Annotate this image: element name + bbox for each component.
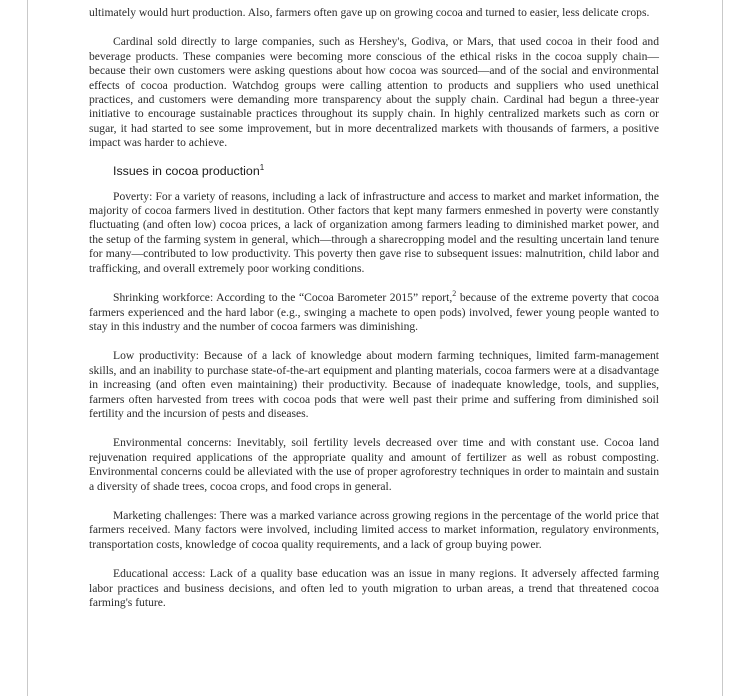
right-page-border (722, 0, 723, 696)
paragraph-continuation: ultimately would hurt production. Also, farmers often gave up on growing cocoa and turned to easier, less delicate crops. (89, 6, 650, 19)
section-heading (89, 163, 659, 179)
heading-footnote-marker: 1 (259, 162, 265, 172)
paragraph-marketing-challenges: Marketing challenges: There was a marked variance across growing regions in the percentage of the world price that farmers received. Many factors were involved, including limited access to market information, regulatory environments, transportation costs, knowledge of cocoa quality requirements, and a lack of group buying power. (89, 508, 659, 551)
report-footnote-marker: 2 (452, 289, 457, 299)
shrinking-workforce-text-a: Shrinking workforce: According to the “Cocoa Barometer 2015” report, (113, 291, 453, 305)
document-body (89, 6, 659, 610)
section-heading-text: Issues in cocoa production (113, 163, 260, 178)
paragraph-low-productivity: Low productivity: Because of a lack of knowledge about modern farming techniques, limited farm-management skills, and an inability to purchase state-of-the-art equipment and planting materials, cocoa farmers were at a disadvantage in increasing (and often even maintaining) their productivity. Because of inadequate knowledge, tools, and supplies, farmers often harvested from trees with cocoa pods that were well past their prime and suffering from diminished soil fertility and the incursion of pests and diseases. (89, 349, 659, 420)
paragraph-poverty: Poverty: For a variety of reasons, including a lack of infrastructure and access to market and market information, the majority of cocoa farmers lived in destitution. Other factors that kept many farmers enmeshed in poverty were constantly fluctuating (and often low) cocoa prices, a lack of organization among farmers leading to diminished market power, and the setup of the farming system in general, which—through a sharecropping model and the resulting uncertain land tenure for many—contributed to low productivity. This poverty then gave rise to subsequent issues: malnutrition, child labor and trafficking, and overall extremely poor working conditions. (89, 189, 659, 275)
paragraph-educational-access: Educational access: Lack of a quality base education was an issue in many regions. It adversely affected farming labor practices and business decisions, and often led to youth migration to urban areas, a trend that threatened cocoa farming's future. (89, 567, 659, 609)
left-page-border (27, 0, 28, 696)
paragraph-shrinking-workforce (89, 291, 659, 334)
shrinking-workforce-text-b: because of the extreme poverty that cocoa farmers experienced and the hard labor (e.g., swinging a machete to open pods) involved, fewer young people wanted to stay in this industry and the number of cocoa farmers was diminishing. (89, 291, 659, 333)
paragraph-cardinal: Cardinal sold directly to large companies, such as Hershey's, Godiva, or Mars, that used cocoa in their food and beverage products. These companies were becoming more conscious of the ethical risks in the cocoa supply chain—because their own customers were asking questions about how cocoa was sourced—and of the social and environmental effects of cocoa production. Watchdog groups were calling attention to products and suppliers who used unethical practices, and customers were demanding more transparency about the supply chain. Cardinal had begun a three-year initiative to encourage sustainable practices throughout its supply chain. In highly centralized markets such as corn or sugar, it had started to see some improvement, but in more decentralized markets with thousands of farmers, a positive impact was harder to achieve. (89, 35, 659, 150)
paragraph-environmental-concerns: Environmental concerns: Inevitably, soil fertility levels decreased over time and with constant use. Cocoa land rejuvenation required applications of the appropriate quality and amount of fertilizer as well as robust composting. Environmental concerns could be alleviated with the use of proper agroforestry techniques in order to maintain and sustain a diversity of shade trees, cocoa crops, and food crops in general. (89, 436, 659, 493)
